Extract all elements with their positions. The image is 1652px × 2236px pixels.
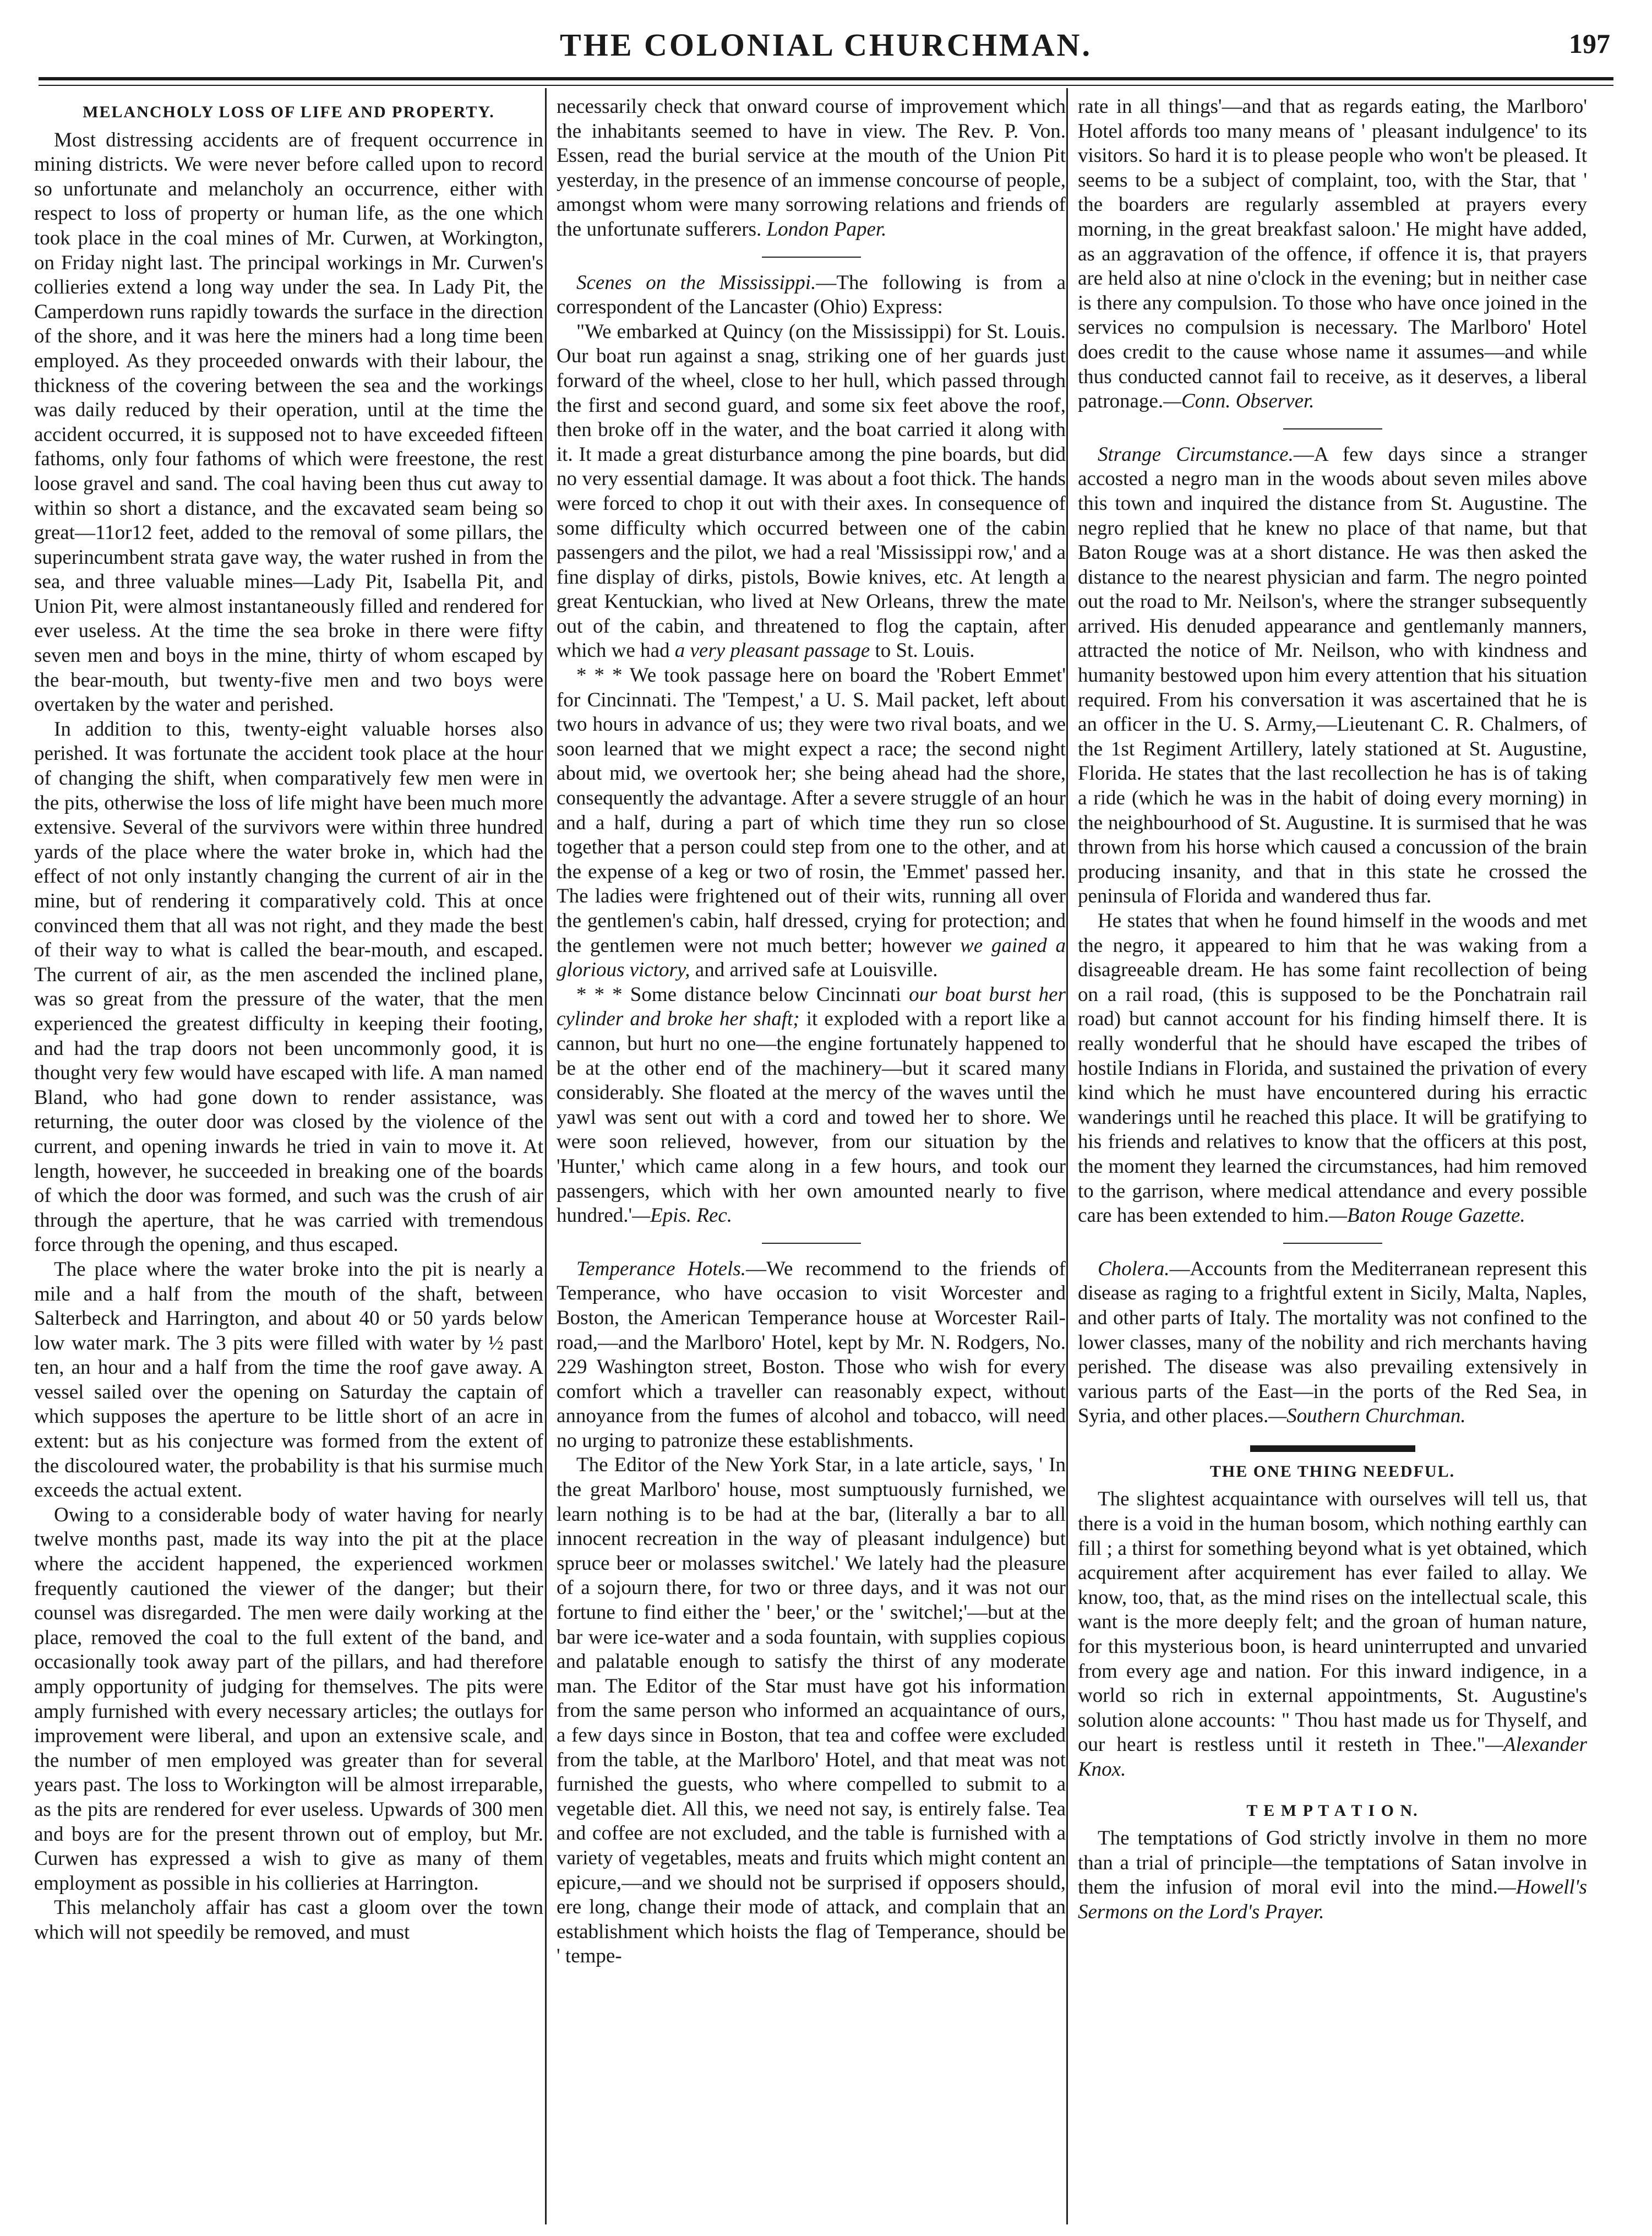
section-title: Cholera. xyxy=(1098,1257,1170,1280)
article-paragraph xyxy=(1078,1826,1587,1924)
article-paragraph: Most distressing accidents are of frequent occurrence in mining districts. We were never before called upon to record so unfortunate and melancholy an occurrence, either with respect to loss of property or human life, as the one which took place in the coal mines of Mr. Curwen, at Workington, on Friday night last. The principal workings in Mr. Curwen's collieries extend a long way under the sea. In Lady Pit, the Camperdown runs rapidly towards the surface in the direction of the shore, and it was here the miners had a long time been employed. As they proceeded onwards with their labour, the thickness of the covering between the sea and the workings was daily reduced by their operation, until at the time the accident occurred, it is supposed not to have exceeded fifteen fathoms, only four fathoms of which were freestone, the rest loose gravel and sand. The coal having been thus cut away to within so short a distance, and the excavated seam being so great—11or12 feet, added to the removal of some pillars, the superincumbent strata gave way, the water rushed in from the sea, and three valuable mines—Lady Pit, Isabella Pit, and Union Pit, were almost instantaneously filled and rendered for ever useless. At the time the sea broke in there were fifty seven men and boys in the mine, thirty of whom escaped by the bear-mouth, but twenty-five men and two boys were overtaken by the water and perished. xyxy=(34,128,543,716)
section-title: Scenes on the Mississippi. xyxy=(576,271,816,294)
article-paragraph xyxy=(1078,909,1587,1228)
paragraph-text: rate in all things'—and that as regards eating, the Marlboro' Hotel affords too many means of ' pleasant indulgence' to its visitors. So hard it is to please people who won't be pleased. It seems to be a subject of complaint, too, with the Star, that ' the boarders are regularly assembled at prayers every morning, in the great breakfast saloon.' He might have added, as an aggravation of the offence, if offence it is, that prayers are held also at nine o'clock in the evening; but in neither case is there any compulsion. To those who have once joined in the services no compulsion is necessary. The Marlboro' Hotel does credit to the cause whose name it assumes—and while thus conducted cannot fail to receive, as it deserves, a liberal patronage. xyxy=(1078,95,1587,413)
source-citation: —Baton Rouge Gazette. xyxy=(1329,1204,1525,1227)
source-citation: —Conn. Observer. xyxy=(1163,390,1315,413)
article-paragraph xyxy=(1078,1487,1587,1782)
paragraph-text: The temptations of God strictly involve in them no more than a trial of principle—the temptations of Satan involve in them the infusion of moral evil into the mind. xyxy=(1078,1827,1587,1899)
section-title: Strange Circumstance. xyxy=(1098,443,1294,466)
paragraph-text: He states that when he found himself in the woods and met the negro, it appeared to him that he was waking from a disagreeable dream. He has some faint recollection of being on a rail road, (this is supposed to be the Ponchatrain rail road) but cannot account for his finding himself there. It is really wonderful that he should have escaped the tribes of hostile Indians in Florida, and sustained the privation of every kind which he must have encountered during his erractic wanderings until he reached this place. It will be gratifying to his friends and relatives to know that the officers at this post, the moment they learned the circumstances, had him removed to the garrison, where medical attendance and every possible care has been extended to him. xyxy=(1078,910,1587,1227)
column-3 xyxy=(1078,95,1587,2220)
section-divider xyxy=(1283,1243,1382,1244)
masthead-rule xyxy=(39,77,1613,80)
column-1 xyxy=(34,95,543,2220)
source-citation: —Alexander Knox. xyxy=(1078,1733,1587,1781)
article-paragraph xyxy=(557,95,1066,242)
article-paragraph xyxy=(1078,1257,1587,1429)
paragraph-text: it exploded with a report like a cannon, but hurt no one—the engine fortunately happened to be at the other end of the machinery—but it scared many considerably. She floated at the mercy of the waves until the yawl was sent out with a cord and towed her to shore. We were soon relieved, however, from our situation by the 'Hunter,' which came along in a few hours, and took our passengers, which with her own amounted nearly to five hundred.' xyxy=(557,1008,1066,1227)
article-paragraph xyxy=(557,320,1066,663)
source-citation: London Paper. xyxy=(766,217,887,241)
article-paragraph xyxy=(557,271,1066,320)
italic-phrase: a very pleasant passage xyxy=(674,639,870,662)
article-paragraph: Owing to a considerable body of water having for nearly twelve months past, made its way into the pit at the place where the accident happened, the experienced workmen frequently cautioned the viewer of the danger; but their counsel was disregarded. The men were daily working at the place, removed the coal to the full extent of the band, and occasionally took away part of the pillars, and had therefore amply opportunity of judging for themselves. The pits were amply furnished with every necessary articles; the outlays for improvement were liberal, and upon an extensive scale, and the number of men employed was greater than for several years past. The loss to Workington will be almost irreparable, as the pits are rendered for ever useless. Upwards of 300 men and boys are for the present thrown out of employ, but Mr. Curwen has expressed a wish to give as many of them employment as possible in his collieries at Harrington. xyxy=(34,1503,543,1895)
column-divider xyxy=(1066,88,1068,2224)
newspaper-title: THE COLONIAL CHURCHMAN. xyxy=(560,27,1092,63)
article-heading: MELANCHOLY LOSS OF LIFE AND PROPERTY. xyxy=(83,103,495,121)
section-divider xyxy=(1283,428,1382,429)
article-paragraph: This melancholy affair has cast a gloom over the town which will not speedily be removed, and must xyxy=(34,1896,543,1944)
paragraph-text: —We recommend to the friends of Temperance, who have occasion to visit Worcester and Boston, the American Temperance house at Worcester Rail-road,—and the Marlboro' Hotel, kept by Mr. N. Rodgers, No. 229 Washington street, Boston. Those who wish for every comfort which a traveller can reasonably expect, without annoyance from the fumes of alcohol and tobacco, will need no urging to patronize these establishments. xyxy=(557,1257,1066,1452)
column-divider xyxy=(545,88,547,2224)
paragraph-text: —Accounts from the Mediterranean represent this disease as raging to a frightful extent in Sicily, Malta, Naples, and other parts of Italy. The mortality was not confined to the lower classes, many of the nobility and rich merchants having perished. The disease was also prevailing extensively in various parts of the East—in the ports of the Red Sea, in Syria, and other places. xyxy=(1078,1257,1587,1428)
spacer xyxy=(1078,1782,1587,1793)
paragraph-text: "We embarked at Quincy (on the Mississippi) for St. Louis. Our boat run against a snag, striking one of her guards just forward of the wheel, close to her hull, which passed through the first and second guard, and some six feet above the roof, then broke off in the water, and the boat carried it along with it. It made a great disturbance among the pine boards, but did no very essential damage. It was about a foot thick. The hands were forced to chop it out with their axes. In consequence of some difficulty which occurred between one of the cabin passengers and the pilot, we had a real 'Mississippi row,' and a fine display of dirks, pistols, Bowie knives, etc. At length a great Kentuckian, who lived at New Orleans, threw the mate out of the cabin, and threatened to flog the captain, after which we had xyxy=(557,320,1066,662)
article-paragraph xyxy=(1078,443,1587,909)
source-citation: —Epis. Rec. xyxy=(632,1204,733,1227)
article-paragraph xyxy=(1078,95,1587,414)
paragraph-text: to St. Louis. xyxy=(875,639,975,662)
source-citation: —Southern Churchman. xyxy=(1268,1405,1466,1428)
paragraph-text: and arrived safe at Louisville. xyxy=(695,959,938,982)
article-paragraph xyxy=(557,1257,1066,1454)
masthead-rule-thin xyxy=(39,85,1613,86)
paragraph-text: necessarily check that onward course of improvement which the inhabitants seemed to have in view. The Rev. P. Von. Essen, read the burial service at the mouth of the Union Pit yesterday, in the presence of an immense concourse of people, amongst whom were many sorrowing relations and friends of the unfortunate sufferers. xyxy=(557,95,1066,241)
source-citation: —Howell's Sermons on the Lord's Prayer. xyxy=(1078,1876,1587,1923)
masthead xyxy=(39,22,1613,77)
article-paragraph xyxy=(557,983,1066,1228)
article-paragraph: In addition to this, twenty-eight valuable horses also perished. It was fortunate the accident took place at the hour of changing the shift, when comparatively few men were in the pits, otherwise the loss of life might have been much more extensive. Several of the survivors were within three hundred yards of the place where the water broke in, which had the effect of not only instantly changing the current of air in the mine, but of rendering it comparatively cold. This at once convinced them that all was not right, and they made the best of their way to what is called the bear-mouth, and escaped. The current of air, as the men ascended the inclined plane, was so great from the pressure of the water, that the men experienced the greatest difficulty in keeping their footing, and had the trap doors not been uncommonly good, it is thought very few would have escaped with life. A man named Bland, who had gone down to render assistance, was returning, the outer door was closed by the violence of the current, and opening inwards he tried in vain to move it. At length, however, he succeeded in breaking one of the boards of which the door was formed, and such was the crush of air through the aperture, that he was carried with tremendous force through the opening, and thus escaped. xyxy=(34,717,543,1256)
italic-phrase: we gained a glorious victory, xyxy=(557,934,1066,982)
paragraph-text: The slightest acquaintance with ourselves will tell us, that there is a void in the human bosom, which nothing earthly can fill ; a thirst for something beyond what is yet obtained, which acquirement after acquirement has ever failed to allay. We know, too, that, as the mind rises on the intellectual scale, this want is the more deeply felt; and the groan of human nature, for this mysterious boon, is heard uninterrupted and unvaried from every age and nation. For this inward indigence, in a world so rich in external appointments, St. Augustine's solution alone accounts: " Thou hast made us for Thyself, and our heart is restless until it resteth in Thee." xyxy=(1078,1488,1587,1756)
column-2 xyxy=(557,95,1066,2220)
paragraph-text: —The following is from a correspondent of the Lancaster (Ohio) Express: xyxy=(557,271,1066,319)
paragraph-text: —A few days since a stranger accosted a negro man in the woods about seven miles above this town and inquired the distance from St. Augustine. The negro replied that he knew no place of that name, but that Baton Rouge was at a short distance. He was then asked the distance to the nearest physician and farm. The negro pointed out the road to Mr. Neilson's, where the stranger subsequently arrived. His denuded appearance and gentlemanly manners, attracted the notice of Mr. Neilson, who with kindness and humanity bestowed upon him every attention that his situation required. From his conversation it was ascertained that he is an officer in the U. S. Army,—Lieutenant C. R. Chalmers, of the 1st Regiment Artillery, lately stationed at St. Augustine, Florida. He states that the last recollection he has is of taking a ride (which he was in the habit of doing every morning) in the neighbourhood of St. Augustine. It is surmised that he was thrown from his horse which caused a concussion of the brain producing insanity, and that in this state he crossed the peninsula of Florida and wandered thus far. xyxy=(1078,443,1587,908)
italic-phrase: our boat burst her cylinder and broke her shaft; xyxy=(557,983,1066,1031)
article-paragraph: The place where the water broke into the pit is nearly a mile and a half from the mouth of the shaft, between Salterbeck and Harrington, and about 40 or 50 yards below low water mark. The 3 pits were filled with water by ½ past ten, an hour and a half from the time the roof gave away. A vessel sailed over the opening on Saturday the captain of which supposes the aperture to be little short of an acre in extent: but as his conjecture was formed from the extent of the discoloured water, the probability is that his surmise much exceeds the actual extent. xyxy=(34,1258,543,1502)
section-title: Temperance Hotels. xyxy=(576,1257,746,1280)
section-divider xyxy=(762,257,861,258)
article-heading: T E M P T A T I O N. xyxy=(1246,1801,1419,1820)
section-rule xyxy=(1250,1445,1415,1452)
page-number: 197 xyxy=(1569,28,1610,59)
paragraph-text: * * * Some distance below Cincinnati xyxy=(576,983,902,1006)
article-heading: THE ONE THING NEEDFUL. xyxy=(1209,1462,1455,1481)
article-paragraph xyxy=(557,663,1066,983)
article-paragraph: The Editor of the New York Star, in a late article, says, ' In the great Marlboro' house, most sumptuously furnished, we learn nothing is to be had at the bar, (literally a bar to all innocent recreation in the way of pleasant indulgence) but spruce beer or molasses switchel.' We lately had the pleasure of a sojourn there, for two or three days, and it was not our fortune to find either the ' beer,' or the ' switchel;'—but at the bar were ice-water and a soda fountain, with supplies copious and palatable enough to satisfy the thirst of any moderate man. The Editor of the Star must have got his information from the same person who informed an acquaintance of ours, a few days since in Boston, that tea and coffee were excluded from the table, at the Marlboro' Hotel, and that meat was not furnished the guests, who where compelled to submit to a vegetable diet. All this, we need not say, is entirely false. Tea and coffee are not excluded, and the table is furnished with a variety of vegetables, meats and fruits which might content an epicure,—and we should not be surprised if opposers should, ere long, change their mode of attack, and complain that an establishment which hoists the flag of Temperance, should be ' tempe- xyxy=(557,1454,1066,1968)
section-divider xyxy=(762,1243,861,1244)
paragraph-text: * * * We took passage here on board the 'Robert Emmet' for Cincinnati. The 'Tempest,' a U. S. Mail packet, left about two hours in advance of us; they were two rival boats, and we soon learned that we might expect a race; the second night about mid, we overtook her; she being ahead had the shore, consequently the advantage. After a severe struggle of an hour and a half, during a part of which time they run so close together that a person could step from one to the other, and at the expense of a keg or two of rosin, the 'Emmet' passed her. The ladies were frightened out of their wits, running all over the gentlemen's cabin, half dressed, crying for protection; and the gentlemen were not much better; however xyxy=(557,664,1066,957)
